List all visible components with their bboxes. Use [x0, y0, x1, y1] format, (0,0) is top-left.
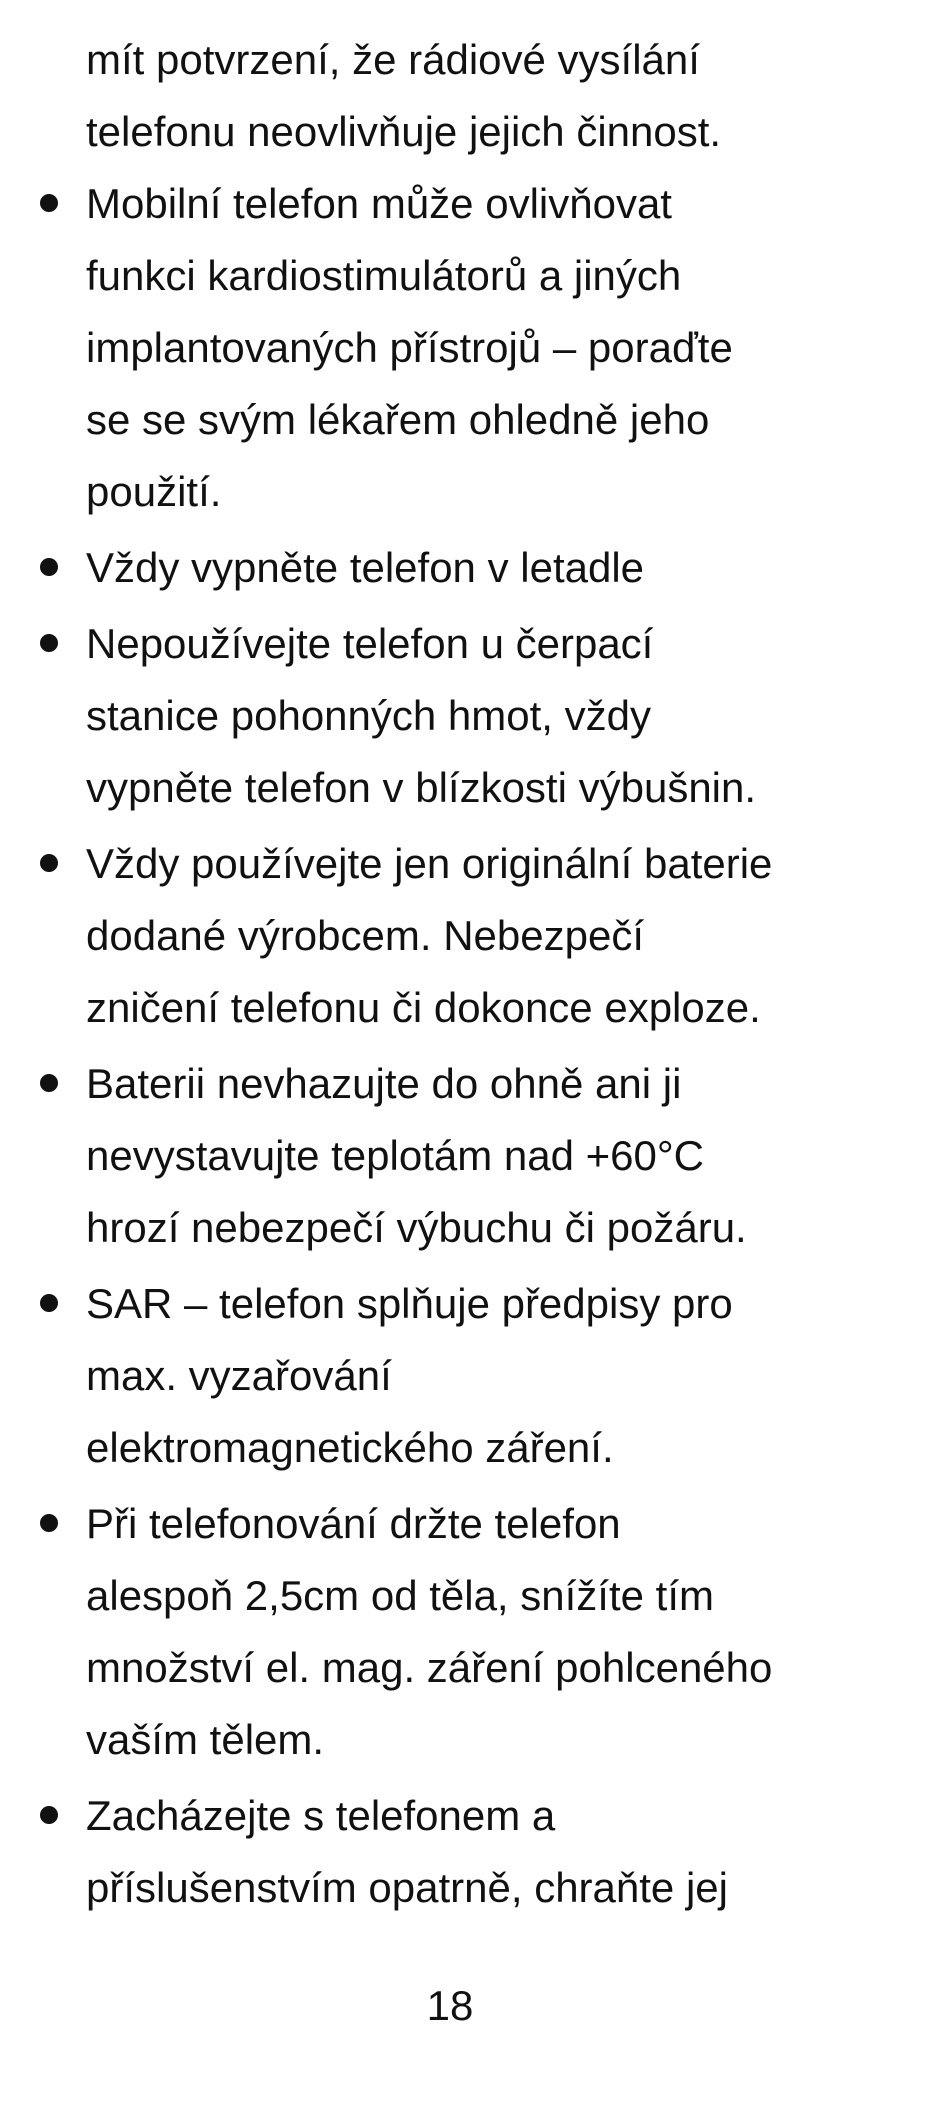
bullet-icon [40, 558, 58, 576]
text-line: Baterii nevhazujte do ohně ani ji [86, 1060, 682, 1107]
text-line: použití. [86, 468, 222, 515]
continued-paragraph [86, 24, 906, 168]
text-line: alespoň 2,5cm od těla, snížíte tím [86, 1572, 714, 1619]
page-content [86, 24, 906, 1928]
text-line: zničení telefonu či dokonce exploze. [86, 984, 761, 1031]
text-line: příslušenstvím opatrně, chraňte jej [86, 1864, 728, 1911]
text-line: stanice pohonných hmot, vždy [86, 692, 651, 739]
bullet-icon [40, 854, 58, 872]
text-line: max. vyzařování [86, 1352, 392, 1399]
bullet-icon [40, 634, 58, 652]
bullet-item-gas-station [86, 608, 906, 824]
text-line: Vždy vypněte telefon v letadle [86, 544, 645, 591]
text-line: Při telefonování držte telefon [86, 1500, 621, 1547]
bullet-item-sar [86, 1268, 906, 1484]
text-line: Mobilní telefon může ovlivňovat [86, 180, 672, 227]
page-number: 18 [426, 1982, 474, 2029]
text-line: Nepoužívejte telefon u čerpací [86, 620, 654, 667]
bullet-icon [40, 1294, 58, 1312]
text-line: Vždy používejte jen originální baterie [86, 840, 773, 887]
bullet-item-careful-handling [86, 1780, 906, 1924]
bullet-item-battery-fire [86, 1048, 906, 1264]
text-line: vypněte telefon v blízkosti výbušnin. [86, 764, 757, 811]
bullet-icon [40, 1074, 58, 1092]
text-line: dodané výrobcem. Nebezpečí [86, 912, 644, 959]
text-line: elektromagnetického záření. [86, 1424, 614, 1471]
text-line: hrozí nebezpečí výbuchu či požáru. [86, 1204, 747, 1251]
bullet-item-original-battery [86, 828, 906, 1044]
text-line: telefonu neovlivňuje jejich činnost. [86, 108, 722, 155]
bullet-item-distance [86, 1488, 906, 1776]
bullet-item-pacemaker [86, 168, 906, 528]
text-line: vaším tělem. [86, 1716, 325, 1763]
bullet-icon [40, 1514, 58, 1532]
text-line: nevystavujte teplotám nad +60°C [86, 1132, 705, 1179]
text-line: množství el. mag. záření pohlceného [86, 1644, 773, 1691]
text-line: funkci kardiostimulátorů a jiných [86, 252, 682, 299]
text-line: Zacházejte s telefonem a [86, 1792, 556, 1839]
bullet-item-airplane [86, 532, 906, 604]
safety-bullet-list [86, 168, 906, 1924]
bullet-icon [40, 194, 58, 212]
bullet-icon [40, 1806, 58, 1824]
text-line: se se svým lékařem ohledně jeho [86, 396, 710, 443]
text-line: implantovaných přístrojů – poraďte [86, 324, 733, 371]
text-line: mít potvrzení, že rádiové vysílání [86, 36, 700, 83]
text-line: SAR – telefon splňuje předpisy pro [86, 1280, 733, 1327]
